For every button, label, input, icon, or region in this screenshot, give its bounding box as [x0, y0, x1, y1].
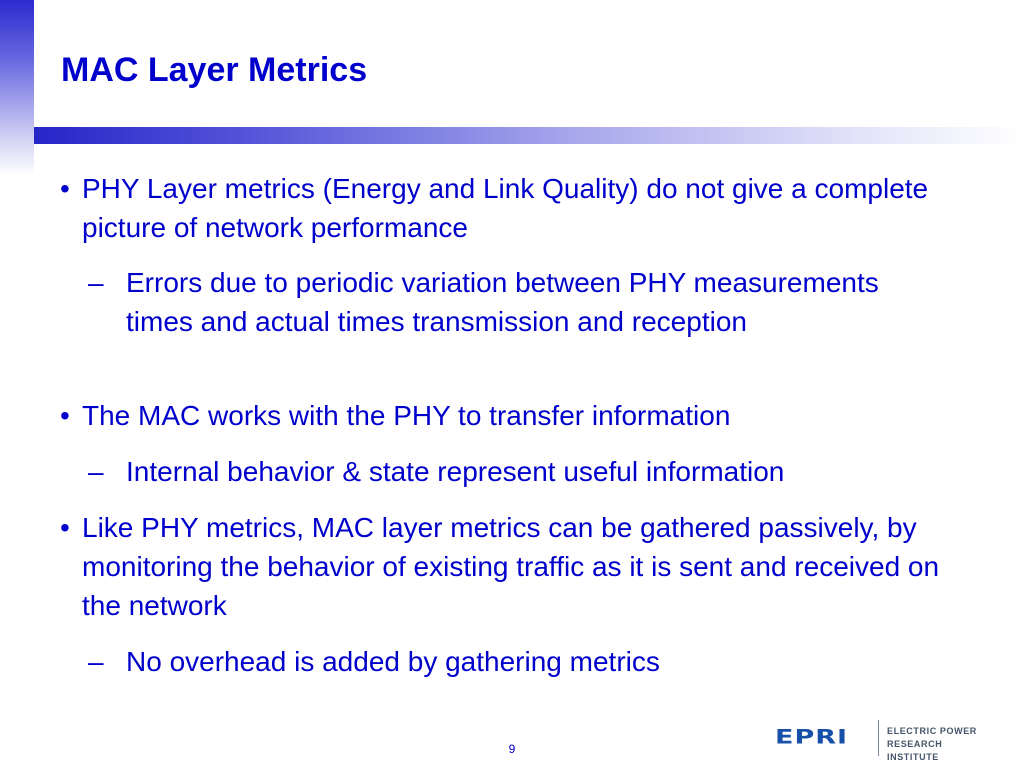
- bullet-item: [60, 396, 962, 435]
- bullet-marker: •: [60, 173, 70, 204]
- page-number: 9: [508, 742, 516, 756]
- sub-bullet-item: [88, 642, 946, 681]
- sub-bullet-text: Internal behavior & state represent useful information: [126, 456, 785, 487]
- decorative-left-gradient-bar: [0, 0, 34, 175]
- dash-marker: –: [88, 646, 104, 677]
- title-underline-gradient-rule: [34, 127, 1024, 144]
- sub-bullet-text: No overhead is added by gathering metrics: [126, 646, 660, 677]
- logo-line-2: RESEARCH INSTITUTE: [887, 739, 943, 762]
- sub-bullet-text: Errors due to periodic variation between PHY measurements times and actual times transmission and reception: [126, 267, 879, 337]
- bullet-item: [60, 169, 962, 247]
- epri-logo-mark: EPRI: [775, 726, 849, 749]
- logo-organization-name: [887, 725, 995, 764]
- sub-bullet-item: [88, 452, 946, 491]
- logo-divider: [878, 720, 879, 756]
- bullet-marker: •: [60, 512, 70, 543]
- sub-bullet-item: [88, 263, 946, 341]
- slide-title: MAC Layer Metrics: [61, 51, 368, 89]
- bullet-text: Like PHY metrics, MAC layer metrics can be gathered passively, by monitoring the behavior of existing traffic as it is sent and received on the network: [82, 512, 940, 621]
- bullet-item: [60, 508, 962, 625]
- dash-marker: –: [88, 456, 104, 487]
- bullet-text: The MAC works with the PHY to transfer information: [82, 400, 731, 431]
- logo-line-1: ELECTRIC POWER: [887, 726, 977, 736]
- epri-logo: [775, 718, 995, 760]
- bullet-text: PHY Layer metrics (Energy and Link Quality) do not give a complete picture of network performance: [82, 173, 929, 243]
- dash-marker: –: [88, 267, 104, 298]
- bullet-marker: •: [60, 400, 70, 431]
